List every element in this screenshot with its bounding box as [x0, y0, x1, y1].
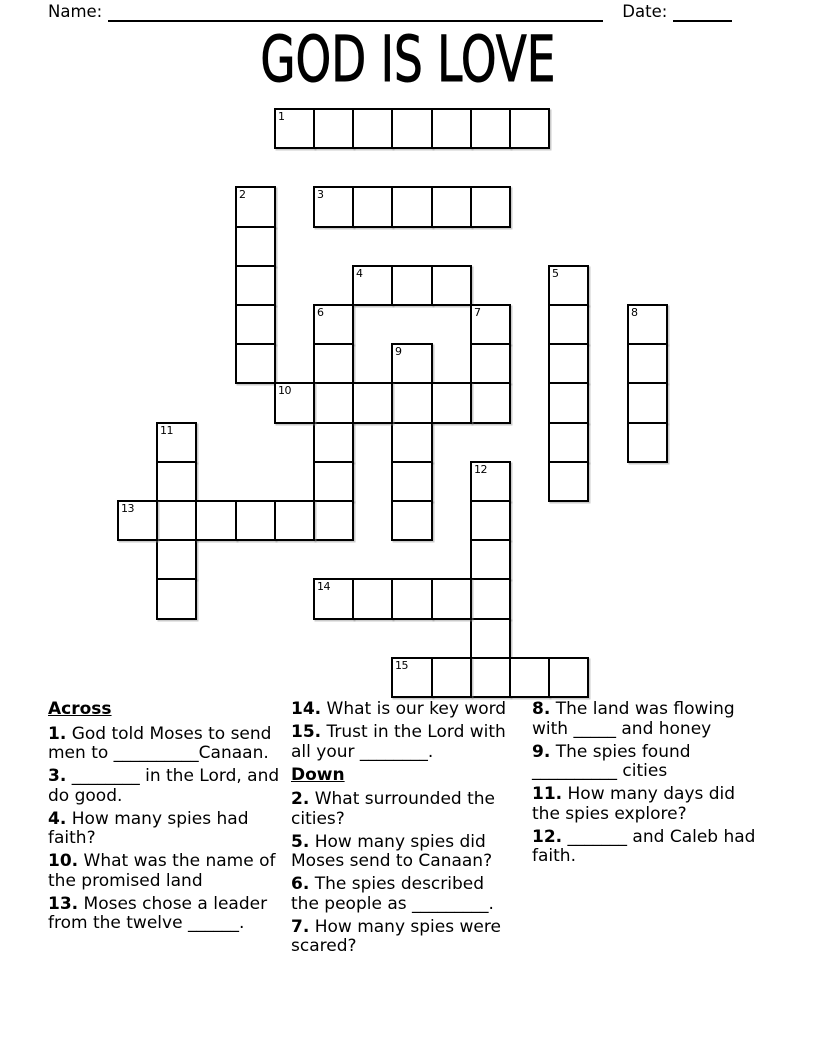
clue-down-5: 5. How many spies did Moses send to Canaan? — [291, 831, 493, 871]
grid-cell[interactable] — [156, 539, 197, 580]
cell-number: 6 — [317, 306, 324, 319]
grid-cell[interactable] — [470, 657, 511, 698]
grid-cell[interactable] — [352, 186, 393, 228]
cell-number: 14 — [317, 580, 330, 593]
grid-cell[interactable] — [313, 578, 354, 620]
clue-down-7: 7. How many spies were scared? — [291, 916, 501, 956]
clue-down-9: 9. The spies found __________ cities — [532, 741, 691, 781]
grid-cell[interactable] — [470, 186, 511, 228]
grid-cell[interactable] — [391, 578, 433, 620]
grid-cell[interactable] — [235, 343, 276, 384]
grid-cell[interactable] — [274, 500, 315, 541]
grid-cell[interactable] — [627, 343, 668, 384]
grid-cell[interactable] — [470, 108, 511, 149]
clue-across-15: 15. Trust in the Lord with all your ________. — [291, 722, 506, 762]
grid-cell[interactable] — [470, 500, 511, 541]
grid-cell[interactable] — [470, 539, 511, 580]
clue-number: 13. — [48, 893, 79, 914]
clue-number: 14. — [291, 699, 322, 719]
date-label: Date: — [622, 2, 668, 21]
grid-cell[interactable] — [627, 304, 668, 345]
grid-cell[interactable] — [391, 108, 433, 149]
grid-cell[interactable] — [274, 382, 315, 424]
grid-cell[interactable] — [548, 304, 589, 345]
clue-number: 7. — [291, 916, 310, 937]
clue-across-14: 14. What is our key word — [291, 699, 507, 719]
clue-down-8: 8. The land was flowing with _____ and honey — [532, 699, 735, 739]
clue-down-6: 6. The spies described the people as _________. — [291, 874, 494, 914]
grid-cell[interactable] — [391, 186, 433, 228]
clue-across-13: 13. Moses chose a leader from the twelve ______. — [48, 893, 268, 933]
grid-cell[interactable] — [313, 343, 354, 384]
grid-cell[interactable] — [627, 382, 668, 424]
grid-cell[interactable] — [313, 186, 354, 228]
grid-cell[interactable] — [313, 304, 354, 345]
grid-cell[interactable] — [313, 108, 354, 149]
grid-cell[interactable] — [470, 618, 511, 659]
grid-cell[interactable] — [117, 500, 158, 541]
grid-cell[interactable] — [235, 265, 276, 306]
grid-cell[interactable] — [470, 382, 511, 424]
grid-cell[interactable] — [548, 382, 589, 424]
clue-number: 4. — [48, 808, 67, 829]
clue-number: 15. — [291, 722, 322, 742]
page-title-text: GOD IS LOVE — [260, 23, 556, 96]
grid-cell[interactable] — [470, 578, 511, 620]
grid-cell[interactable] — [470, 304, 511, 345]
grid-cell[interactable] — [548, 343, 589, 384]
grid-cell[interactable] — [235, 500, 276, 541]
clue-across-10: 10. What was the name of the promised land — [48, 851, 276, 891]
grid-cell[interactable] — [627, 422, 668, 463]
clues-down-heading: Down — [291, 764, 345, 785]
grid-cell[interactable] — [548, 461, 589, 502]
grid-cell[interactable] — [352, 578, 393, 620]
cell-number: 12 — [474, 463, 487, 476]
grid-cell[interactable] — [431, 657, 472, 698]
clue-across-4: 4. How many spies had faith? — [48, 808, 249, 848]
grid-cell[interactable] — [391, 657, 433, 698]
clue-number: 2. — [291, 789, 310, 809]
cell-number: 15 — [395, 659, 408, 672]
clue-down-12: 12. _______ and Caleb had faith. — [532, 826, 756, 866]
grid-cell[interactable] — [235, 186, 276, 228]
grid-cell[interactable] — [431, 186, 472, 228]
grid-cell[interactable] — [313, 382, 354, 424]
cell-number: 5 — [552, 267, 559, 280]
grid-cell[interactable] — [391, 461, 433, 502]
cell-number: 11 — [160, 424, 173, 437]
grid-cell[interactable] — [352, 108, 393, 149]
grid-cell[interactable] — [391, 422, 433, 463]
clues-column-3 — [532, 700, 760, 870]
grid-cell[interactable] — [156, 500, 197, 541]
clue-down-2: 2. What surrounded the cities? — [291, 789, 496, 829]
grid-cell[interactable] — [548, 657, 589, 698]
cell-number: 10 — [278, 384, 291, 397]
clue-number: 12. — [532, 826, 563, 847]
grid-cell[interactable] — [313, 461, 354, 502]
grid-cell[interactable] — [509, 108, 550, 149]
grid-cell[interactable] — [391, 500, 433, 541]
grid-cell[interactable] — [391, 382, 433, 424]
grid-cell[interactable] — [274, 108, 315, 149]
cell-number: 7 — [474, 306, 481, 319]
clue-down-11: 11. How many days did the spies explore? — [532, 784, 736, 824]
grid-cell[interactable] — [391, 343, 433, 384]
clues-across-heading: Across — [48, 699, 112, 719]
cell-number: 1 — [278, 110, 285, 123]
grid-cell[interactable] — [548, 265, 589, 306]
clue-number: 10. — [48, 851, 79, 871]
grid-cell[interactable] — [156, 461, 197, 502]
grid-cell[interactable] — [470, 461, 511, 502]
grid-cell[interactable] — [235, 226, 276, 267]
grid-cell[interactable] — [156, 422, 197, 463]
grid-cell[interactable] — [470, 343, 511, 384]
clue-number: 11. — [532, 784, 563, 804]
grid-cell[interactable] — [313, 422, 354, 463]
cell-number: 8 — [631, 306, 638, 319]
clue-number: 8. — [532, 699, 551, 719]
clue-number: 5. — [291, 831, 310, 852]
grid-cell[interactable] — [156, 578, 197, 620]
grid-cell[interactable] — [431, 108, 472, 149]
clue-number: 9. — [532, 741, 551, 762]
cell-number: 2 — [239, 188, 246, 201]
cell-number: 4 — [356, 267, 363, 280]
grid-cell[interactable] — [431, 578, 472, 620]
grid-cell[interactable] — [509, 657, 550, 698]
grid-cell[interactable] — [548, 422, 589, 463]
cell-number: 3 — [317, 188, 324, 201]
grid-cell[interactable] — [352, 265, 393, 306]
clue-across-3: 3. ________ in the Lord, and do good. — [48, 766, 280, 806]
name-label: Name: — [48, 2, 103, 21]
clues-column-1 — [48, 700, 286, 937]
grid-cell[interactable] — [195, 500, 237, 541]
clue-number: 1. — [48, 723, 67, 744]
clue-number: 6. — [291, 874, 310, 894]
grid-cell[interactable] — [431, 382, 472, 424]
grid-cell[interactable] — [313, 500, 354, 541]
clue-number: 3. — [48, 766, 67, 786]
cell-number: 9 — [395, 345, 402, 358]
cell-number: 13 — [121, 502, 134, 515]
grid-cell[interactable] — [431, 265, 472, 306]
grid-cell[interactable] — [235, 304, 276, 345]
grid-cell[interactable] — [391, 265, 433, 306]
grid-cell[interactable] — [352, 382, 393, 424]
clues-column-2 — [291, 700, 513, 960]
clue-across-1: 1. God told Moses to send men to __________Canaan. — [48, 723, 272, 763]
